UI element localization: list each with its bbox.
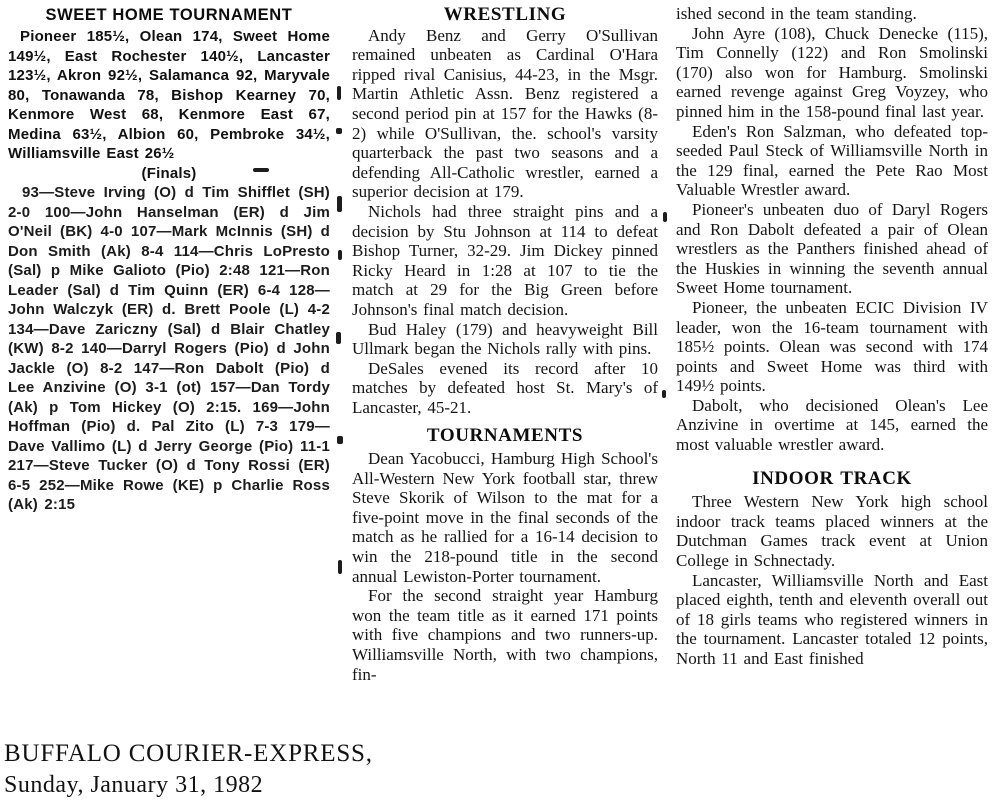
wrestling-paragraph: Bud Haley (179) and heavyweight Bill Ullmark began the Nichols rally with pins. xyxy=(352,319,658,359)
wrestling-paragraph: DeSales evened its record after 10 matches by defeated host St. Mary's of Lancaster, 45-21. xyxy=(352,358,658,417)
scan-artifact xyxy=(662,390,666,398)
publication-date: Sunday, January 31, 1982 xyxy=(4,772,264,798)
right-paragraph: Pioneer, the unbeaten ECIC Division IV leader, won the 16-team tournament with 185½ points. Olean was second with 174 points and Sweet Home was third with 149½ points. xyxy=(676,297,988,396)
middle-article-column xyxy=(352,0,658,684)
right-paragraph: John Ayre (108), Chuck Denecke (115), Tim Connelly (122) and Ron Smolinski (170) also won for Hamburg. Smolinski earned revenge against Greg Voyzey, who pinned him in the 158-pound final last year. xyxy=(676,23,988,121)
wrestling-heading: WRESTLING xyxy=(443,4,567,25)
indoor-track-paragraph: Lancaster, Williamsville North and East placed eighth, tenth and eleventh overall out of 18 girls teams who registered winners in the tournament. Lancaster totaled 12 points, North 11 and East finished xyxy=(676,570,988,668)
sweet-home-tournament-heading: SWEET HOME TOURNAMENT xyxy=(45,6,293,24)
continuation-paragraph: ished second in the team standing. xyxy=(676,4,917,23)
scan-artifact xyxy=(663,212,667,222)
team-scores-text: Pioneer 185½, Olean 174, Sweet Home 149½, East Rochester 140½, Lancaster 123½, Akron 92½, Salamanca 92, Maryvale 80, Tonawanda 78, Bishop Kearney 70, Kenmore West 68, Kenmore East 67, Medina 63½, Albion 60, Pembroke 34½, Williamsville East 26½ xyxy=(8,28,330,162)
finals-results-text: 93—Steve Irving (O) d Tim Shifflet (SH) 2-0 100—John Hanselman (ER) d Jim O'Neil (BK) 4-0 107—Mark McInnis (SH) d Don Smith (Ak) 8-4 114—Chris LoPresto (Sal) p Mike Galioto (Pio) 2:48 121—Ron Leader (Sal) d Tim Quinn (ER) 6-4 128—John Walczyk (ER) d. Brett Poole (L) 4-2 134—Dave Zariczny (Sal) d Blair Chatley (KW) 8-2 140—Darryl Rogers (Pio) d John Jackle (O) 8-2 147—Ron Dabolt (Pio) d Lee Anzivine (O) 3-1 (ot) 157—Dan Tordy (Ak) p Tom Hickey (O) 2:15. 169—John Hoffman (Pio) d. Pal Zito (L) 7-3 179—Dave Vallimo (L) d Jerry George (Pio) 11-1 217—Steve Tucker (O) d Tony Rossi (ER) 6-5 252—Mike Rowe (KE) p Charlie Ross (Ak) 2:15 xyxy=(8,184,330,513)
tournaments-heading: TOURNAMENTS xyxy=(426,425,584,447)
scan-artifact xyxy=(337,196,342,212)
tournaments-paragraph: For the second straight year Hamburg won the team title as it earned 171 points with five champions and two runners-up. Williamsville North, with two champions, fin- xyxy=(352,586,658,684)
scan-artifact xyxy=(253,168,269,172)
right-paragraph: Dabolt, who decisioned Olean's Lee Anzivine in overtime at 145, earned the most valuable wrestler award. xyxy=(676,395,988,455)
scan-artifact xyxy=(336,332,341,344)
scan-artifact xyxy=(338,250,342,260)
finals-label: (Finals) xyxy=(141,164,197,182)
scan-artifact xyxy=(337,86,341,100)
scan-artifact xyxy=(338,560,342,574)
publication-attribution xyxy=(4,738,373,800)
scan-artifact xyxy=(336,128,342,134)
tournaments-paragraph: Dean Yacobucci, Hamburg High School's All-Western New York football star, threw Steve Skorik of Wilson to the mat for a five-point move in the final seconds of the match as he rallied for a 16-14 decision to win the 218-pound title in the second annual Lewiston-Porter tournament. xyxy=(352,449,658,586)
indoor-track-paragraph: Three Western New York high school indoor track teams placed winners at the Dutchman Games track event at Union College in Schnectady. xyxy=(676,492,988,571)
right-paragraph: Pioneer's unbeaten duo of Daryl Rogers and Ron Dabolt defeated a pair of Olean wrestlers as the Panthers finished ahead of the Huskies in winning the seventh annual Sweet Home tournament. xyxy=(676,199,988,298)
right-paragraph: Eden's Ron Salzman, who defeated top-seeded Paul Steck of Williamsville North in the 129 final, earned the Pete Rao Most Valuable Wrestler award. xyxy=(676,121,988,200)
indoor-track-heading: INDOOR TRACK xyxy=(752,467,912,489)
left-results-column xyxy=(8,0,330,515)
scan-artifact xyxy=(337,436,343,444)
wrestling-paragraph: Nichols had three straight pins and a decision by Stu Johnson at 114 to defeat Bishop Turner, 32-29. Jim Dickey pinned Ricky Heard in 1:28 at 107 to tie the match at 29 for the Big Green before Johnson's final match decision. xyxy=(352,201,658,319)
right-article-column xyxy=(676,0,988,669)
wrestling-paragraph: Andy Benz and Gerry O'Sullivan remained unbeaten as Cardinal O'Hara ripped rival Canisius, 44-23, in the Msgr. Martin Athletic Assn. Benz registered a second period pin at 157 for the Hawks (8-2) while O'Sullivan, the. school's varsity quarterback the past two seasons and a defending All-Catholic wrestler, earned a superior decision at 179. xyxy=(352,25,658,202)
publication-name: BUFFALO COURIER-EXPRESS, xyxy=(4,740,373,767)
